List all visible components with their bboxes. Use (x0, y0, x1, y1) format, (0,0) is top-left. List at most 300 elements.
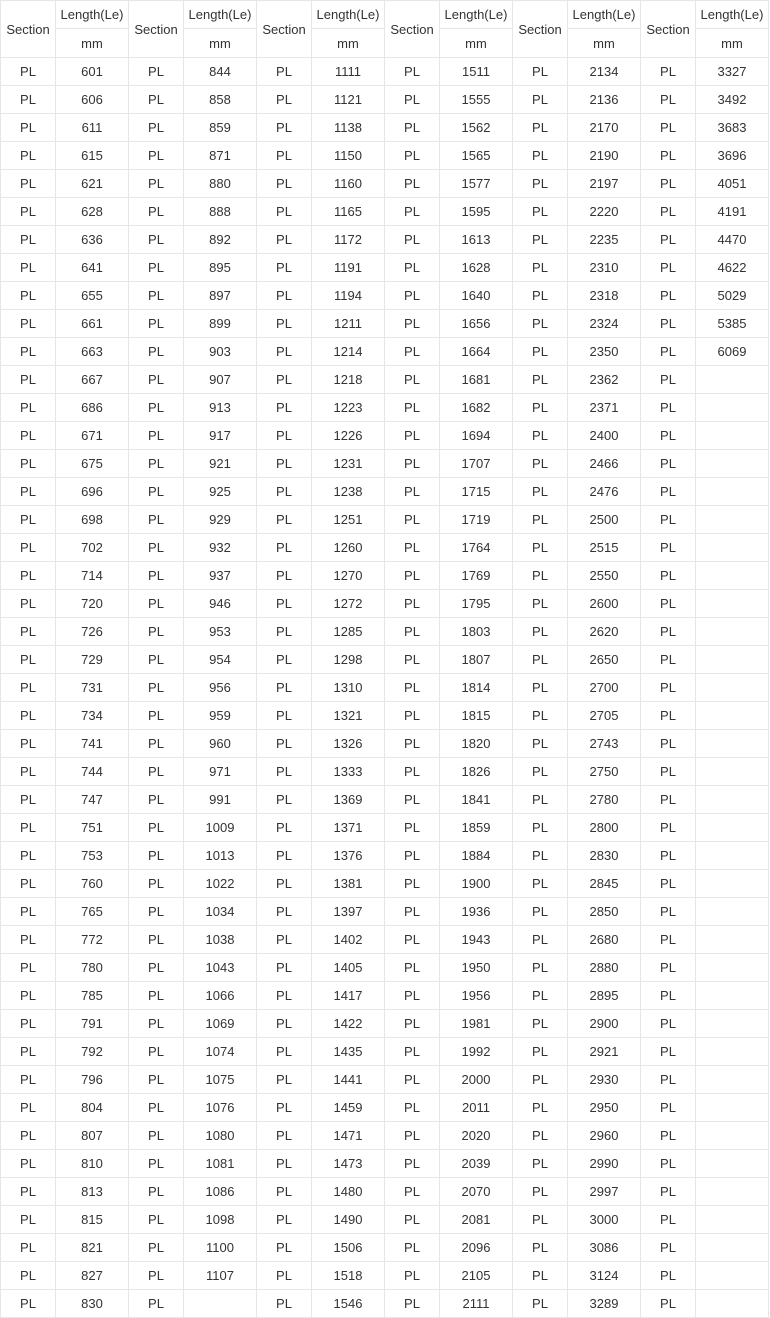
length-cell: 1076 (184, 1094, 257, 1122)
length-cell: 785 (56, 982, 129, 1010)
section-cell: PL (385, 702, 440, 730)
section-cell: PL (641, 1262, 696, 1290)
length-cell: 744 (56, 758, 129, 786)
section-cell: PL (129, 1178, 184, 1206)
length-cell: 641 (56, 254, 129, 282)
length-cell (696, 786, 769, 814)
length-cell: 1992 (440, 1038, 513, 1066)
length-cell (696, 898, 769, 926)
section-cell: PL (257, 170, 312, 198)
section-cell: PL (513, 898, 568, 926)
length-cell: 1565 (440, 142, 513, 170)
section-cell: PL (641, 898, 696, 926)
length-header: Length(Le) (184, 1, 257, 29)
length-cell: 2750 (568, 758, 641, 786)
length-cell: 760 (56, 870, 129, 898)
length-cell: 4470 (696, 226, 769, 254)
length-cell: 1165 (312, 198, 385, 226)
length-cell: 1815 (440, 702, 513, 730)
section-cell: PL (513, 1010, 568, 1038)
section-header: Section (385, 1, 440, 58)
length-cell: 1081 (184, 1150, 257, 1178)
section-cell: PL (641, 702, 696, 730)
section-cell: PL (513, 1122, 568, 1150)
section-cell: PL (513, 842, 568, 870)
length-cell: 621 (56, 170, 129, 198)
length-cell: 858 (184, 86, 257, 114)
length-cell: 1628 (440, 254, 513, 282)
length-cell: 1381 (312, 870, 385, 898)
length-cell: 1417 (312, 982, 385, 1010)
section-cell: PL (257, 86, 312, 114)
section-cell: PL (641, 142, 696, 170)
length-cell: 1546 (312, 1290, 385, 1318)
table-row (1, 870, 769, 898)
section-cell: PL (1, 254, 56, 282)
length-cell: 772 (56, 926, 129, 954)
length-cell: 2550 (568, 562, 641, 590)
section-cell: PL (1, 674, 56, 702)
section-cell: PL (1, 730, 56, 758)
section-cell: PL (129, 982, 184, 1010)
section-cell: PL (129, 310, 184, 338)
length-cell: 675 (56, 450, 129, 478)
length-cell: 1814 (440, 674, 513, 702)
section-cell: PL (129, 1234, 184, 1262)
section-cell: PL (1, 114, 56, 142)
section-cell: PL (385, 366, 440, 394)
section-cell: PL (1, 1066, 56, 1094)
length-cell: 741 (56, 730, 129, 758)
length-cell: 2680 (568, 926, 641, 954)
length-header: Length(Le) (56, 1, 129, 29)
section-cell: PL (641, 282, 696, 310)
length-header: Length(Le) (312, 1, 385, 29)
section-cell: PL (129, 674, 184, 702)
section-cell: PL (1, 58, 56, 86)
section-cell: PL (1, 702, 56, 730)
section-cell: PL (257, 618, 312, 646)
length-cell: 2190 (568, 142, 641, 170)
length-cell: 2362 (568, 366, 641, 394)
section-cell: PL (513, 338, 568, 366)
section-cell: PL (513, 394, 568, 422)
length-cell: 2600 (568, 590, 641, 618)
section-cell: PL (1, 562, 56, 590)
section-cell: PL (129, 562, 184, 590)
section-cell: PL (129, 114, 184, 142)
length-cell (696, 842, 769, 870)
length-cell: 2990 (568, 1150, 641, 1178)
length-cell: 1681 (440, 366, 513, 394)
length-cell: 1043 (184, 954, 257, 982)
section-cell: PL (129, 394, 184, 422)
section-cell: PL (1, 870, 56, 898)
section-cell: PL (1, 1234, 56, 1262)
section-cell: PL (257, 646, 312, 674)
section-cell: PL (513, 254, 568, 282)
length-cell: 2700 (568, 674, 641, 702)
section-cell: PL (385, 674, 440, 702)
length-cell: 2930 (568, 1066, 641, 1094)
section-cell: PL (257, 758, 312, 786)
section-header: Section (1, 1, 56, 58)
section-cell: PL (257, 226, 312, 254)
section-cell: PL (129, 198, 184, 226)
length-cell: 1231 (312, 450, 385, 478)
length-cell: 925 (184, 478, 257, 506)
length-cell: 1682 (440, 394, 513, 422)
length-cell (696, 982, 769, 1010)
section-cell: PL (641, 1290, 696, 1318)
length-cell: 1807 (440, 646, 513, 674)
section-cell: PL (1, 1262, 56, 1290)
length-cell: 1841 (440, 786, 513, 814)
length-cell: 1069 (184, 1010, 257, 1038)
length-cell (696, 926, 769, 954)
length-cell: 1009 (184, 814, 257, 842)
section-cell: PL (257, 730, 312, 758)
length-cell: 827 (56, 1262, 129, 1290)
section-cell: PL (641, 450, 696, 478)
section-cell: PL (385, 534, 440, 562)
section-cell: PL (385, 282, 440, 310)
table-row (1, 1262, 769, 1290)
length-cell: 3696 (696, 142, 769, 170)
length-cell: 3327 (696, 58, 769, 86)
section-cell: PL (641, 674, 696, 702)
length-cell (696, 1122, 769, 1150)
section-cell: PL (641, 1066, 696, 1094)
section-cell: PL (641, 590, 696, 618)
length-cell: 2350 (568, 338, 641, 366)
section-cell: PL (257, 282, 312, 310)
length-cell: 663 (56, 338, 129, 366)
length-cell: 932 (184, 534, 257, 562)
section-cell: PL (641, 198, 696, 226)
section-cell: PL (129, 366, 184, 394)
length-cell: 1562 (440, 114, 513, 142)
section-cell: PL (129, 1094, 184, 1122)
section-cell: PL (513, 1066, 568, 1094)
length-cell (696, 366, 769, 394)
length-cell: 2466 (568, 450, 641, 478)
length-cell (696, 422, 769, 450)
length-cell (696, 450, 769, 478)
unit-header: mm (696, 29, 769, 58)
table-row (1, 1066, 769, 1094)
section-cell: PL (641, 422, 696, 450)
section-cell: PL (1, 758, 56, 786)
length-cell: 2650 (568, 646, 641, 674)
table-row (1, 254, 769, 282)
section-cell: PL (641, 254, 696, 282)
section-cell: PL (129, 282, 184, 310)
length-cell: 1981 (440, 1010, 513, 1038)
section-cell: PL (257, 842, 312, 870)
length-cell: 1080 (184, 1122, 257, 1150)
length-cell: 1369 (312, 786, 385, 814)
length-cell: 810 (56, 1150, 129, 1178)
section-cell: PL (385, 86, 440, 114)
section-cell: PL (129, 870, 184, 898)
section-cell: PL (129, 702, 184, 730)
section-cell: PL (385, 394, 440, 422)
table-row (1, 114, 769, 142)
section-cell: PL (513, 1234, 568, 1262)
length-cell: 899 (184, 310, 257, 338)
length-cell: 1511 (440, 58, 513, 86)
table-row (1, 1010, 769, 1038)
section-cell: PL (385, 450, 440, 478)
length-cell: 956 (184, 674, 257, 702)
length-cell: 1121 (312, 86, 385, 114)
table-row (1, 954, 769, 982)
length-cell: 2235 (568, 226, 641, 254)
section-cell: PL (641, 954, 696, 982)
section-cell: PL (513, 982, 568, 1010)
length-cell: 726 (56, 618, 129, 646)
length-cell: 953 (184, 618, 257, 646)
length-cell: 1694 (440, 422, 513, 450)
table-row (1, 674, 769, 702)
length-header: Length(Le) (440, 1, 513, 29)
length-cell: 895 (184, 254, 257, 282)
section-cell: PL (129, 478, 184, 506)
length-cell (696, 870, 769, 898)
section-cell: PL (641, 1206, 696, 1234)
length-cell: 2895 (568, 982, 641, 1010)
section-cell: PL (257, 1262, 312, 1290)
section-cell: PL (641, 1150, 696, 1178)
section-cell: PL (385, 1150, 440, 1178)
section-cell: PL (641, 982, 696, 1010)
table-row (1, 142, 769, 170)
section-cell: PL (257, 898, 312, 926)
section-cell: PL (385, 646, 440, 674)
length-cell: 2515 (568, 534, 641, 562)
length-cell: 2081 (440, 1206, 513, 1234)
section-cell: PL (129, 254, 184, 282)
length-cell: 959 (184, 702, 257, 730)
section-cell: PL (641, 1010, 696, 1038)
length-cell: 1172 (312, 226, 385, 254)
section-cell: PL (129, 618, 184, 646)
length-cell: 1074 (184, 1038, 257, 1066)
length-cell: 1764 (440, 534, 513, 562)
section-cell: PL (513, 310, 568, 338)
length-cell: 1900 (440, 870, 513, 898)
length-cell: 636 (56, 226, 129, 254)
length-cell: 1285 (312, 618, 385, 646)
section-cell: PL (385, 814, 440, 842)
section-cell: PL (129, 730, 184, 758)
section-cell: PL (513, 366, 568, 394)
section-cell: PL (641, 478, 696, 506)
table-row (1, 982, 769, 1010)
length-cell: 2800 (568, 814, 641, 842)
length-cell (696, 1010, 769, 1038)
length-cell: 1803 (440, 618, 513, 646)
section-cell: PL (129, 646, 184, 674)
section-cell: PL (1, 310, 56, 338)
section-cell: PL (385, 1122, 440, 1150)
section-cell: PL (641, 366, 696, 394)
length-cell: 2960 (568, 1122, 641, 1150)
length-cell (696, 506, 769, 534)
length-cell: 1595 (440, 198, 513, 226)
section-cell: PL (257, 1122, 312, 1150)
length-header: Length(Le) (568, 1, 641, 29)
section-cell: PL (641, 226, 696, 254)
section-cell: PL (1, 898, 56, 926)
section-cell: PL (1, 814, 56, 842)
section-cell: PL (129, 338, 184, 366)
length-cell (696, 1206, 769, 1234)
length-cell: 830 (56, 1290, 129, 1318)
section-cell: PL (129, 450, 184, 478)
length-cell: 1100 (184, 1234, 257, 1262)
section-cell: PL (641, 814, 696, 842)
section-cell: PL (1, 86, 56, 114)
length-cell: 1769 (440, 562, 513, 590)
section-cell: PL (257, 982, 312, 1010)
section-cell: PL (129, 1010, 184, 1038)
section-cell: PL (129, 142, 184, 170)
section-cell: PL (129, 926, 184, 954)
section-cell: PL (257, 198, 312, 226)
length-cell (696, 702, 769, 730)
section-cell: PL (513, 674, 568, 702)
section-cell: PL (641, 170, 696, 198)
section-cell: PL (385, 1262, 440, 1290)
length-cell (696, 758, 769, 786)
section-header: Section (641, 1, 696, 58)
section-cell: PL (129, 1262, 184, 1290)
length-cell: 1013 (184, 842, 257, 870)
section-cell: PL (641, 1178, 696, 1206)
section-cell: PL (385, 1094, 440, 1122)
table-row (1, 562, 769, 590)
length-cell: 601 (56, 58, 129, 86)
section-cell: PL (257, 478, 312, 506)
length-cell: 2620 (568, 618, 641, 646)
length-cell: 2096 (440, 1234, 513, 1262)
section-cell: PL (513, 1262, 568, 1290)
length-cell (696, 1150, 769, 1178)
length-cell: 661 (56, 310, 129, 338)
section-cell: PL (257, 394, 312, 422)
length-cell: 2850 (568, 898, 641, 926)
length-cell: 1251 (312, 506, 385, 534)
section-cell: PL (129, 1150, 184, 1178)
length-cell: 1422 (312, 1010, 385, 1038)
section-cell: PL (385, 478, 440, 506)
section-cell: PL (257, 58, 312, 86)
length-cell: 1218 (312, 366, 385, 394)
section-cell: PL (385, 898, 440, 926)
length-cell: 780 (56, 954, 129, 982)
length-cell (696, 1290, 769, 1318)
length-cell: 991 (184, 786, 257, 814)
length-cell: 917 (184, 422, 257, 450)
length-cell: 671 (56, 422, 129, 450)
length-cell: 2830 (568, 842, 641, 870)
section-cell: PL (257, 814, 312, 842)
length-cell: 1191 (312, 254, 385, 282)
length-cell: 1480 (312, 1178, 385, 1206)
section-cell: PL (513, 730, 568, 758)
length-cell: 2476 (568, 478, 641, 506)
length-cell: 897 (184, 282, 257, 310)
section-cell: PL (1, 422, 56, 450)
length-cell: 667 (56, 366, 129, 394)
section-cell: PL (129, 1038, 184, 1066)
section-cell: PL (641, 534, 696, 562)
section-cell: PL (1, 1290, 56, 1318)
table-row (1, 842, 769, 870)
section-cell: PL (385, 422, 440, 450)
length-cell: 1270 (312, 562, 385, 590)
length-cell: 2070 (440, 1178, 513, 1206)
length-cell (696, 1262, 769, 1290)
length-cell: 702 (56, 534, 129, 562)
section-cell: PL (257, 1038, 312, 1066)
section-cell: PL (513, 226, 568, 254)
length-cell (696, 534, 769, 562)
section-cell: PL (257, 506, 312, 534)
table-row (1, 450, 769, 478)
section-cell: PL (513, 1290, 568, 1318)
table-row (1, 1122, 769, 1150)
length-cell: 796 (56, 1066, 129, 1094)
section-cell: PL (513, 282, 568, 310)
table-row (1, 786, 769, 814)
length-cell: 2880 (568, 954, 641, 982)
length-cell: 2500 (568, 506, 641, 534)
length-cell: 792 (56, 1038, 129, 1066)
length-cell: 1950 (440, 954, 513, 982)
length-cell: 1471 (312, 1122, 385, 1150)
length-cell: 747 (56, 786, 129, 814)
length-cell: 2220 (568, 198, 641, 226)
length-cell (696, 730, 769, 758)
section-cell: PL (513, 1038, 568, 1066)
length-cell (696, 1094, 769, 1122)
section-cell: PL (1, 282, 56, 310)
section-cell: PL (641, 338, 696, 366)
length-cell: 2950 (568, 1094, 641, 1122)
length-cell: 729 (56, 646, 129, 674)
section-cell: PL (129, 422, 184, 450)
length-cell: 1555 (440, 86, 513, 114)
length-cell: 1150 (312, 142, 385, 170)
length-cell: 1138 (312, 114, 385, 142)
section-cell: PL (513, 198, 568, 226)
length-cell: 1107 (184, 1262, 257, 1290)
section-cell: PL (385, 1290, 440, 1318)
section-cell: PL (385, 506, 440, 534)
table-row (1, 1290, 769, 1318)
section-cell: PL (641, 394, 696, 422)
length-cell: 696 (56, 478, 129, 506)
section-cell: PL (1, 478, 56, 506)
length-cell: 1066 (184, 982, 257, 1010)
length-cell: 1194 (312, 282, 385, 310)
table-row (1, 1038, 769, 1066)
length-cell: 615 (56, 142, 129, 170)
table-row (1, 702, 769, 730)
